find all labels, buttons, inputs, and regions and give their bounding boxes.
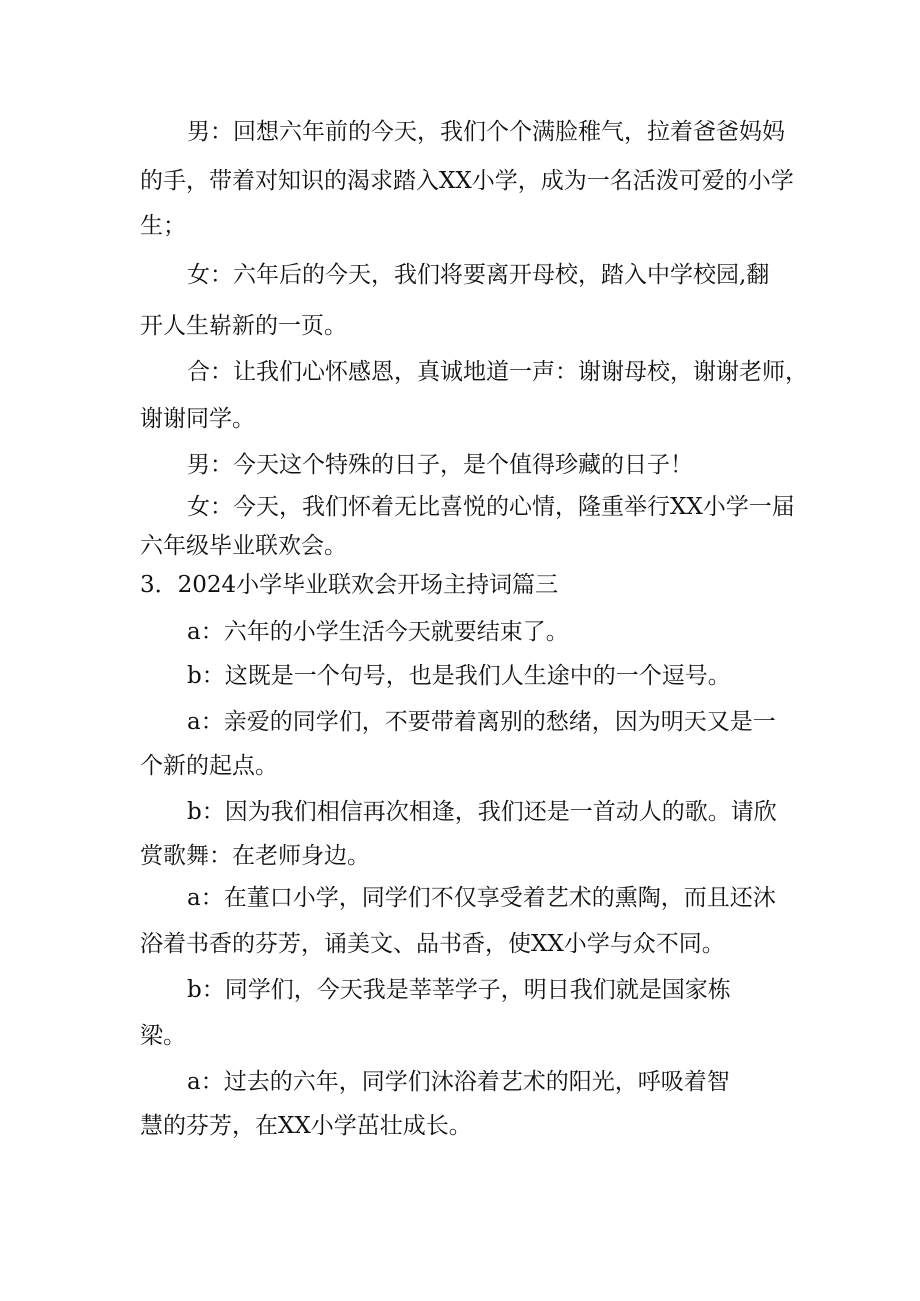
paragraph-line: 的手，带着对知识的渴求踏入XX小学，成为一名活泼可爱的小学 <box>140 168 794 194</box>
paragraph-line: 开人生崭新的一页。 <box>140 313 347 339</box>
dialogue-line: 个新的起点。 <box>140 753 278 779</box>
dialogue-line: a：亲爱的同学们，不要带着离别的愁绪，因为明天又是一 <box>187 709 776 735</box>
section-heading: 3．2024小学毕业联欢会开场主持词篇三 <box>140 572 559 598</box>
paragraph-line: 合：让我们心怀感恩，真诚地道一声：谢谢母校，谢谢老师， <box>187 359 808 385</box>
dialogue-line: b：同学们，今天我是莘莘学子，明日我们就是国家栋 <box>187 977 731 1003</box>
dialogue-line: 梁。 <box>140 1023 186 1049</box>
paragraph-line: 男：今天这个特殊的日子，是个值得珍藏的日子！ <box>187 452 693 478</box>
paragraph-line: 生； <box>140 213 186 239</box>
dialogue-line: 赏歌舞：在老师身边。 <box>140 843 370 869</box>
paragraph-line: 女：六年后的今天，我们将要离开母校，踏入中学校园,翻 <box>187 262 770 288</box>
paragraph-line: 女：今天，我们怀着无比喜悦的心情，隆重举行XX小学一届 <box>187 494 795 520</box>
dialogue-line: a：过去的六年，同学们沐浴着艺术的阳光，呼吸着智 <box>187 1069 730 1095</box>
dialogue-line: b：因为我们相信再次相逢，我们还是一首动人的歌。请欣 <box>187 799 777 825</box>
paragraph-line: 男：回想六年前的今天，我们个个满脸稚气，拉着爸爸妈妈 <box>187 119 785 145</box>
dialogue-line: b：这既是一个句号，也是我们人生途中的一个逗号。 <box>187 663 731 689</box>
paragraph-line: 谢谢同学。 <box>140 406 255 432</box>
dialogue-line: 浴着书香的芬芳，诵美文、品书香，使XX小学与众不同。 <box>140 931 725 957</box>
paragraph-line: 六年级毕业联欢会。 <box>140 533 347 559</box>
dialogue-line: a：六年的小学生活今天就要结束了。 <box>187 619 569 645</box>
dialogue-line: a：在董口小学，同学们不仅享受着艺术的熏陶，而且还沐 <box>187 885 776 911</box>
dialogue-line: 慧的芬芳，在XX小学茁壮成长。 <box>140 1113 472 1139</box>
